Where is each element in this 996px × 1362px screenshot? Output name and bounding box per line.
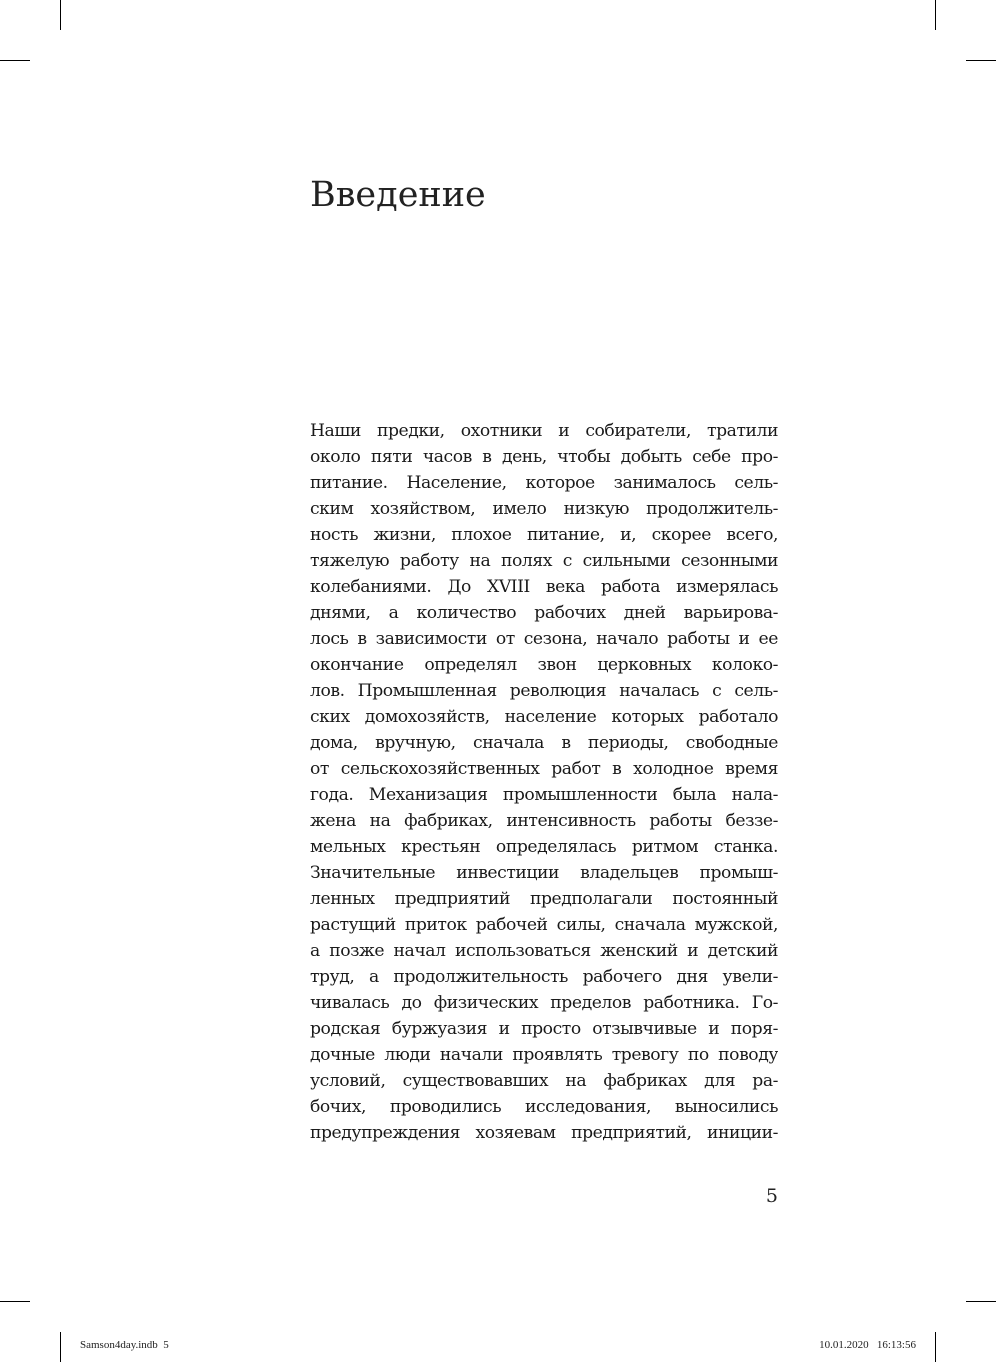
text-line: около пяти часов в день, чтобы добыть себе про- (310, 447, 778, 467)
body-paragraph (310, 418, 778, 1146)
crop-mark-top-right-vertical (935, 0, 936, 30)
text-line: тяжелую работу на полях с сильными сезонными (310, 551, 778, 571)
text-line: дома, вручную, сначала в периоды, свободные (310, 733, 778, 753)
text-line: условий, существовавших на фабриках для ра- (310, 1071, 778, 1091)
text-line: ских домохозяйств, население которых работало (310, 707, 778, 727)
text-line: лось в зависимости от сезона, начало работы и ее (310, 629, 778, 649)
page-number: 5 (765, 1185, 778, 1207)
text-line: жена на фабриках, интенсивность работы беззе- (310, 811, 778, 831)
text-line: дочные люди начали проявлять тревогу по поводу (310, 1045, 778, 1065)
text-line: родская буржуазия и просто отзывчивые и поря- (310, 1019, 778, 1039)
text-line: мельных крестьян определялась ритмом станка. (310, 837, 778, 857)
text-line: днями, а количество рабочих дней варьирова- (310, 603, 778, 623)
text-line: лов. Промышленная революция началась с сель- (310, 681, 778, 701)
text-line: ленных предприятий предполагали постоянный (310, 889, 778, 909)
text-line: бочих, проводились исследования, выносились (310, 1097, 778, 1117)
text-line: растущий приток рабочей силы, сначала мужской, (310, 915, 778, 935)
crop-mark-bottom-right-vertical (935, 1332, 936, 1362)
text-line: предупреждения хозяевам предприятий, иниции- (310, 1123, 778, 1143)
text-line: колебаниями. До XVIII века работа измерялась (310, 577, 778, 597)
text-line: чивалась до физических пределов работника. Го- (310, 993, 778, 1013)
crop-mark-top-right-horizontal (966, 60, 996, 61)
chapter-title: Введение (310, 175, 486, 215)
crop-mark-bottom-left-horizontal (0, 1301, 30, 1302)
text-line: от сельскохозяйственных работ в холодное время (310, 759, 778, 779)
crop-mark-top-left-horizontal (0, 60, 30, 61)
text-line: окончание определял звон церковных колоко- (310, 655, 778, 675)
text-line: года. Механизация промышленности была нала- (310, 785, 778, 805)
text-line: труд, а продолжительность рабочего дня увели- (310, 967, 778, 987)
crop-mark-bottom-right-horizontal (966, 1301, 996, 1302)
text-line: Наши предки, охотники и собиратели, тратили (310, 421, 778, 441)
crop-mark-bottom-left-vertical (60, 1332, 61, 1362)
text-line: Значительные инвестиции владельцев промыш- (310, 863, 778, 883)
slug-filename: Samson4day.indb 5 (80, 1339, 169, 1351)
text-line: питание. Население, которое занималось сель- (310, 473, 778, 493)
text-line: ским хозяйством, имело низкую продолжитель- (310, 499, 778, 519)
slug-timestamp: 10.01.2020 16:13:56 (819, 1339, 916, 1351)
text-line: а позже начал использоваться женский и детский (310, 941, 778, 961)
text-line: ность жизни, плохое питание, и, скорее всего, (310, 525, 778, 545)
crop-mark-top-left-vertical (60, 0, 61, 30)
